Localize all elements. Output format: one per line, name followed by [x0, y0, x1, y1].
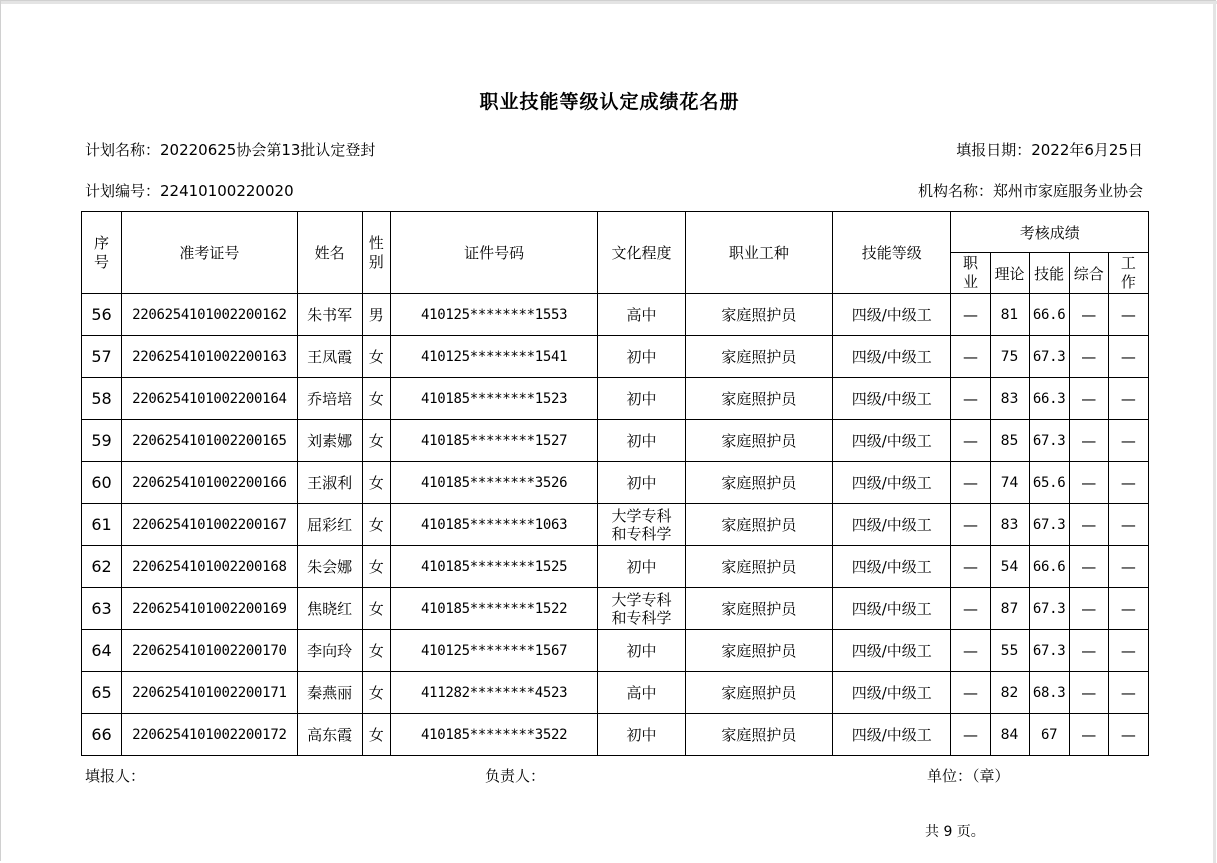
cell-level: 四级/中级工 — [833, 546, 951, 588]
cell-exam-no: 2206254101002200162 — [122, 294, 297, 336]
cell-score-theory: 85 — [990, 420, 1029, 462]
cell-score-skill: 67.3 — [1029, 588, 1069, 630]
cell-score-skill: 66.6 — [1029, 546, 1069, 588]
cell-score-work: — — [1108, 294, 1148, 336]
header-id-no: 证件号码 — [390, 212, 598, 294]
cell-score-skill: 67 — [1029, 714, 1069, 756]
header-occupation: 职业工种 — [685, 212, 832, 294]
cell-score-occupation: — — [951, 588, 990, 630]
cell-score-occupation: — — [951, 294, 990, 336]
table-row — [82, 672, 1149, 714]
table-row — [82, 462, 1149, 504]
cell-score-theory: 82 — [990, 672, 1029, 714]
cell-name: 朱书军 — [297, 294, 362, 336]
table-row — [82, 546, 1149, 588]
cell-seq: 58 — [82, 378, 122, 420]
cell-score-skill: 68.3 — [1029, 672, 1069, 714]
cell-name: 王凤霞 — [297, 336, 362, 378]
cell-level: 四级/中级工 — [833, 630, 951, 672]
cell-education: 初中 — [598, 714, 685, 756]
cell-exam-no: 2206254101002200164 — [122, 378, 297, 420]
cell-id-no: 410185********3522 — [390, 714, 598, 756]
table-row — [82, 378, 1149, 420]
cell-level: 四级/中级工 — [833, 336, 951, 378]
cell-level: 四级/中级工 — [833, 714, 951, 756]
cell-exam-no: 2206254101002200163 — [122, 336, 297, 378]
cell-seq: 57 — [82, 336, 122, 378]
cell-education: 初中 — [598, 420, 685, 462]
table-row — [82, 294, 1149, 336]
table-body — [82, 294, 1149, 756]
cell-score-skill: 67.3 — [1029, 420, 1069, 462]
cell-score-occupation: — — [951, 420, 990, 462]
cell-gender: 女 — [362, 672, 390, 714]
cell-occupation: 家庭照护员 — [685, 420, 832, 462]
header-score-overall: 综合 — [1069, 253, 1108, 294]
cell-name: 焦晓红 — [297, 588, 362, 630]
cell-education: 初中 — [598, 462, 685, 504]
cell-name: 秦燕丽 — [297, 672, 362, 714]
cell-score-overall: — — [1069, 714, 1108, 756]
cell-score-theory: 87 — [990, 588, 1029, 630]
table-row — [82, 336, 1149, 378]
cell-name: 屈彩红 — [297, 504, 362, 546]
cell-score-overall: — — [1069, 462, 1108, 504]
cell-seq: 60 — [82, 462, 122, 504]
top-border — [1, 1, 1217, 4]
cell-name: 朱会娜 — [297, 546, 362, 588]
cell-score-overall: — — [1069, 672, 1108, 714]
cell-exam-no: 2206254101002200167 — [122, 504, 297, 546]
cell-id-no: 410185********1525 — [390, 546, 598, 588]
cell-score-overall: — — [1069, 378, 1108, 420]
cell-score-occupation: — — [951, 546, 990, 588]
cell-occupation: 家庭照护员 — [685, 588, 832, 630]
header-score-work-label: 工 作 — [1120, 254, 1136, 291]
org-name: 机构名称：郑州市家庭服务业协会 — [917, 182, 1143, 200]
header-seq-label: 序 号 — [94, 233, 110, 271]
score-table — [81, 211, 1149, 756]
cell-score-theory: 83 — [990, 378, 1029, 420]
table-row — [82, 714, 1149, 756]
cell-score-occupation: — — [951, 378, 990, 420]
cell-id-no: 410185********1522 — [390, 588, 598, 630]
cell-score-work: — — [1108, 630, 1148, 672]
cell-exam-no: 2206254101002200165 — [122, 420, 297, 462]
plan-name: 计划名称：20220625协会第13批认定登封 — [85, 141, 376, 159]
cell-score-work: — — [1108, 546, 1148, 588]
cell-level: 四级/中级工 — [833, 420, 951, 462]
cell-seq: 61 — [82, 504, 122, 546]
cell-score-occupation: — — [951, 714, 990, 756]
cell-occupation: 家庭照护员 — [685, 546, 832, 588]
cell-id-no: 410125********1567 — [390, 630, 598, 672]
cell-occupation: 家庭照护员 — [685, 714, 832, 756]
page-count: 共 9 页。 — [925, 824, 985, 840]
cell-score-occupation: — — [951, 630, 990, 672]
cell-score-theory: 54 — [990, 546, 1029, 588]
header-exam-no: 准考证号 — [122, 212, 297, 294]
cell-score-theory: 74 — [990, 462, 1029, 504]
table-row — [82, 588, 1149, 630]
cell-score-occupation: — — [951, 504, 990, 546]
header-level: 技能等级 — [833, 212, 951, 294]
report-date: 填报日期：2022年6月25日 — [956, 141, 1143, 159]
cell-name: 乔培培 — [297, 378, 362, 420]
cell-education: 初中 — [598, 546, 685, 588]
footer-filler: 填报人： — [85, 767, 146, 785]
cell-occupation: 家庭照护员 — [685, 504, 832, 546]
cell-score-work: — — [1108, 672, 1148, 714]
cell-score-overall: — — [1069, 294, 1108, 336]
cell-score-work: — — [1108, 714, 1148, 756]
cell-education: 高中 — [598, 294, 685, 336]
cell-name: 刘素娜 — [297, 420, 362, 462]
header-name: 姓名 — [297, 212, 362, 294]
cell-seq: 63 — [82, 588, 122, 630]
cell-occupation: 家庭照护员 — [685, 294, 832, 336]
cell-exam-no: 2206254101002200166 — [122, 462, 297, 504]
cell-education: 大学专科 和专科学 — [598, 588, 685, 630]
cell-occupation: 家庭照护员 — [685, 336, 832, 378]
cell-education: 初中 — [598, 378, 685, 420]
cell-score-theory: 84 — [990, 714, 1029, 756]
page-title: 职业技能等级认定成绩花名册 — [479, 91, 740, 113]
cell-occupation: 家庭照护员 — [685, 378, 832, 420]
cell-score-work: — — [1108, 378, 1148, 420]
cell-score-theory: 75 — [990, 336, 1029, 378]
cell-id-no: 410125********1553 — [390, 294, 598, 336]
table-row — [82, 630, 1149, 672]
cell-score-skill: 66.6 — [1029, 294, 1069, 336]
cell-score-overall: — — [1069, 336, 1108, 378]
cell-level: 四级/中级工 — [833, 672, 951, 714]
cell-score-work: — — [1108, 504, 1148, 546]
cell-seq: 56 — [82, 294, 122, 336]
cell-score-occupation: — — [951, 336, 990, 378]
cell-education: 初中 — [598, 630, 685, 672]
cell-name: 高东霞 — [297, 714, 362, 756]
cell-score-work: — — [1108, 588, 1148, 630]
cell-score-overall: — — [1069, 630, 1108, 672]
cell-id-no: 410185********1063 — [390, 504, 598, 546]
cell-id-no: 410125********1541 — [390, 336, 598, 378]
cell-level: 四级/中级工 — [833, 294, 951, 336]
cell-gender: 男 — [362, 294, 390, 336]
cell-education: 高中 — [598, 672, 685, 714]
header-score-theory: 理论 — [990, 253, 1029, 294]
header-gender-label: 性 别 — [368, 233, 384, 271]
cell-score-work: — — [1108, 462, 1148, 504]
cell-id-no: 410185********1527 — [390, 420, 598, 462]
cell-name: 李向玲 — [297, 630, 362, 672]
cell-gender: 女 — [362, 546, 390, 588]
cell-id-no: 410185********1523 — [390, 378, 598, 420]
header-score-work — [1108, 253, 1148, 294]
cell-education: 大学专科 和专科学 — [598, 504, 685, 546]
cell-education: 初中 — [598, 336, 685, 378]
cell-gender: 女 — [362, 588, 390, 630]
cell-id-no: 411282********4523 — [390, 672, 598, 714]
cell-gender: 女 — [362, 420, 390, 462]
header-score-occupation — [951, 253, 990, 294]
cell-level: 四级/中级工 — [833, 378, 951, 420]
cell-score-work: — — [1108, 420, 1148, 462]
cell-seq: 66 — [82, 714, 122, 756]
header-score-skill: 技能 — [1029, 253, 1069, 294]
cell-score-skill: 65.6 — [1029, 462, 1069, 504]
cell-score-theory: 55 — [990, 630, 1029, 672]
cell-score-skill: 66.3 — [1029, 378, 1069, 420]
cell-score-overall: — — [1069, 588, 1108, 630]
right-border — [1213, 1, 1216, 863]
cell-level: 四级/中级工 — [833, 588, 951, 630]
header-scores: 考核成绩 — [951, 212, 1149, 253]
cell-score-overall: — — [1069, 420, 1108, 462]
header-seq — [82, 212, 122, 294]
cell-exam-no: 2206254101002200172 — [122, 714, 297, 756]
cell-exam-no: 2206254101002200168 — [122, 546, 297, 588]
footer-responsible: 负责人： — [485, 767, 546, 785]
cell-score-theory: 81 — [990, 294, 1029, 336]
cell-gender: 女 — [362, 714, 390, 756]
cell-occupation: 家庭照护员 — [685, 462, 832, 504]
cell-gender: 女 — [362, 378, 390, 420]
cell-score-occupation: — — [951, 462, 990, 504]
cell-seq: 64 — [82, 630, 122, 672]
cell-score-work: — — [1108, 336, 1148, 378]
plan-code: 计划编号：22410100220020 — [85, 182, 294, 200]
cell-seq: 59 — [82, 420, 122, 462]
cell-seq: 65 — [82, 672, 122, 714]
header-gender — [362, 212, 390, 294]
footer-unit: 单位：（章） — [927, 767, 1010, 785]
cell-level: 四级/中级工 — [833, 504, 951, 546]
cell-name: 王淑利 — [297, 462, 362, 504]
table-row — [82, 504, 1149, 546]
cell-level: 四级/中级工 — [833, 462, 951, 504]
cell-gender: 女 — [362, 630, 390, 672]
cell-score-occupation: — — [951, 672, 990, 714]
cell-id-no: 410185********3526 — [390, 462, 598, 504]
cell-score-overall: — — [1069, 504, 1108, 546]
cell-gender: 女 — [362, 336, 390, 378]
cell-gender: 女 — [362, 462, 390, 504]
cell-score-skill: 67.3 — [1029, 630, 1069, 672]
header-score-occupation-label: 职 业 — [962, 254, 978, 291]
cell-seq: 62 — [82, 546, 122, 588]
table-row — [82, 420, 1149, 462]
cell-exam-no: 2206254101002200171 — [122, 672, 297, 714]
cell-score-overall: — — [1069, 546, 1108, 588]
cell-exam-no: 2206254101002200169 — [122, 588, 297, 630]
cell-occupation: 家庭照护员 — [685, 672, 832, 714]
cell-exam-no: 2206254101002200170 — [122, 630, 297, 672]
cell-occupation: 家庭照护员 — [685, 630, 832, 672]
cell-score-theory: 83 — [990, 504, 1029, 546]
header-education: 文化程度 — [598, 212, 685, 294]
cell-score-skill: 67.3 — [1029, 504, 1069, 546]
cell-gender: 女 — [362, 504, 390, 546]
cell-score-skill: 67.3 — [1029, 336, 1069, 378]
